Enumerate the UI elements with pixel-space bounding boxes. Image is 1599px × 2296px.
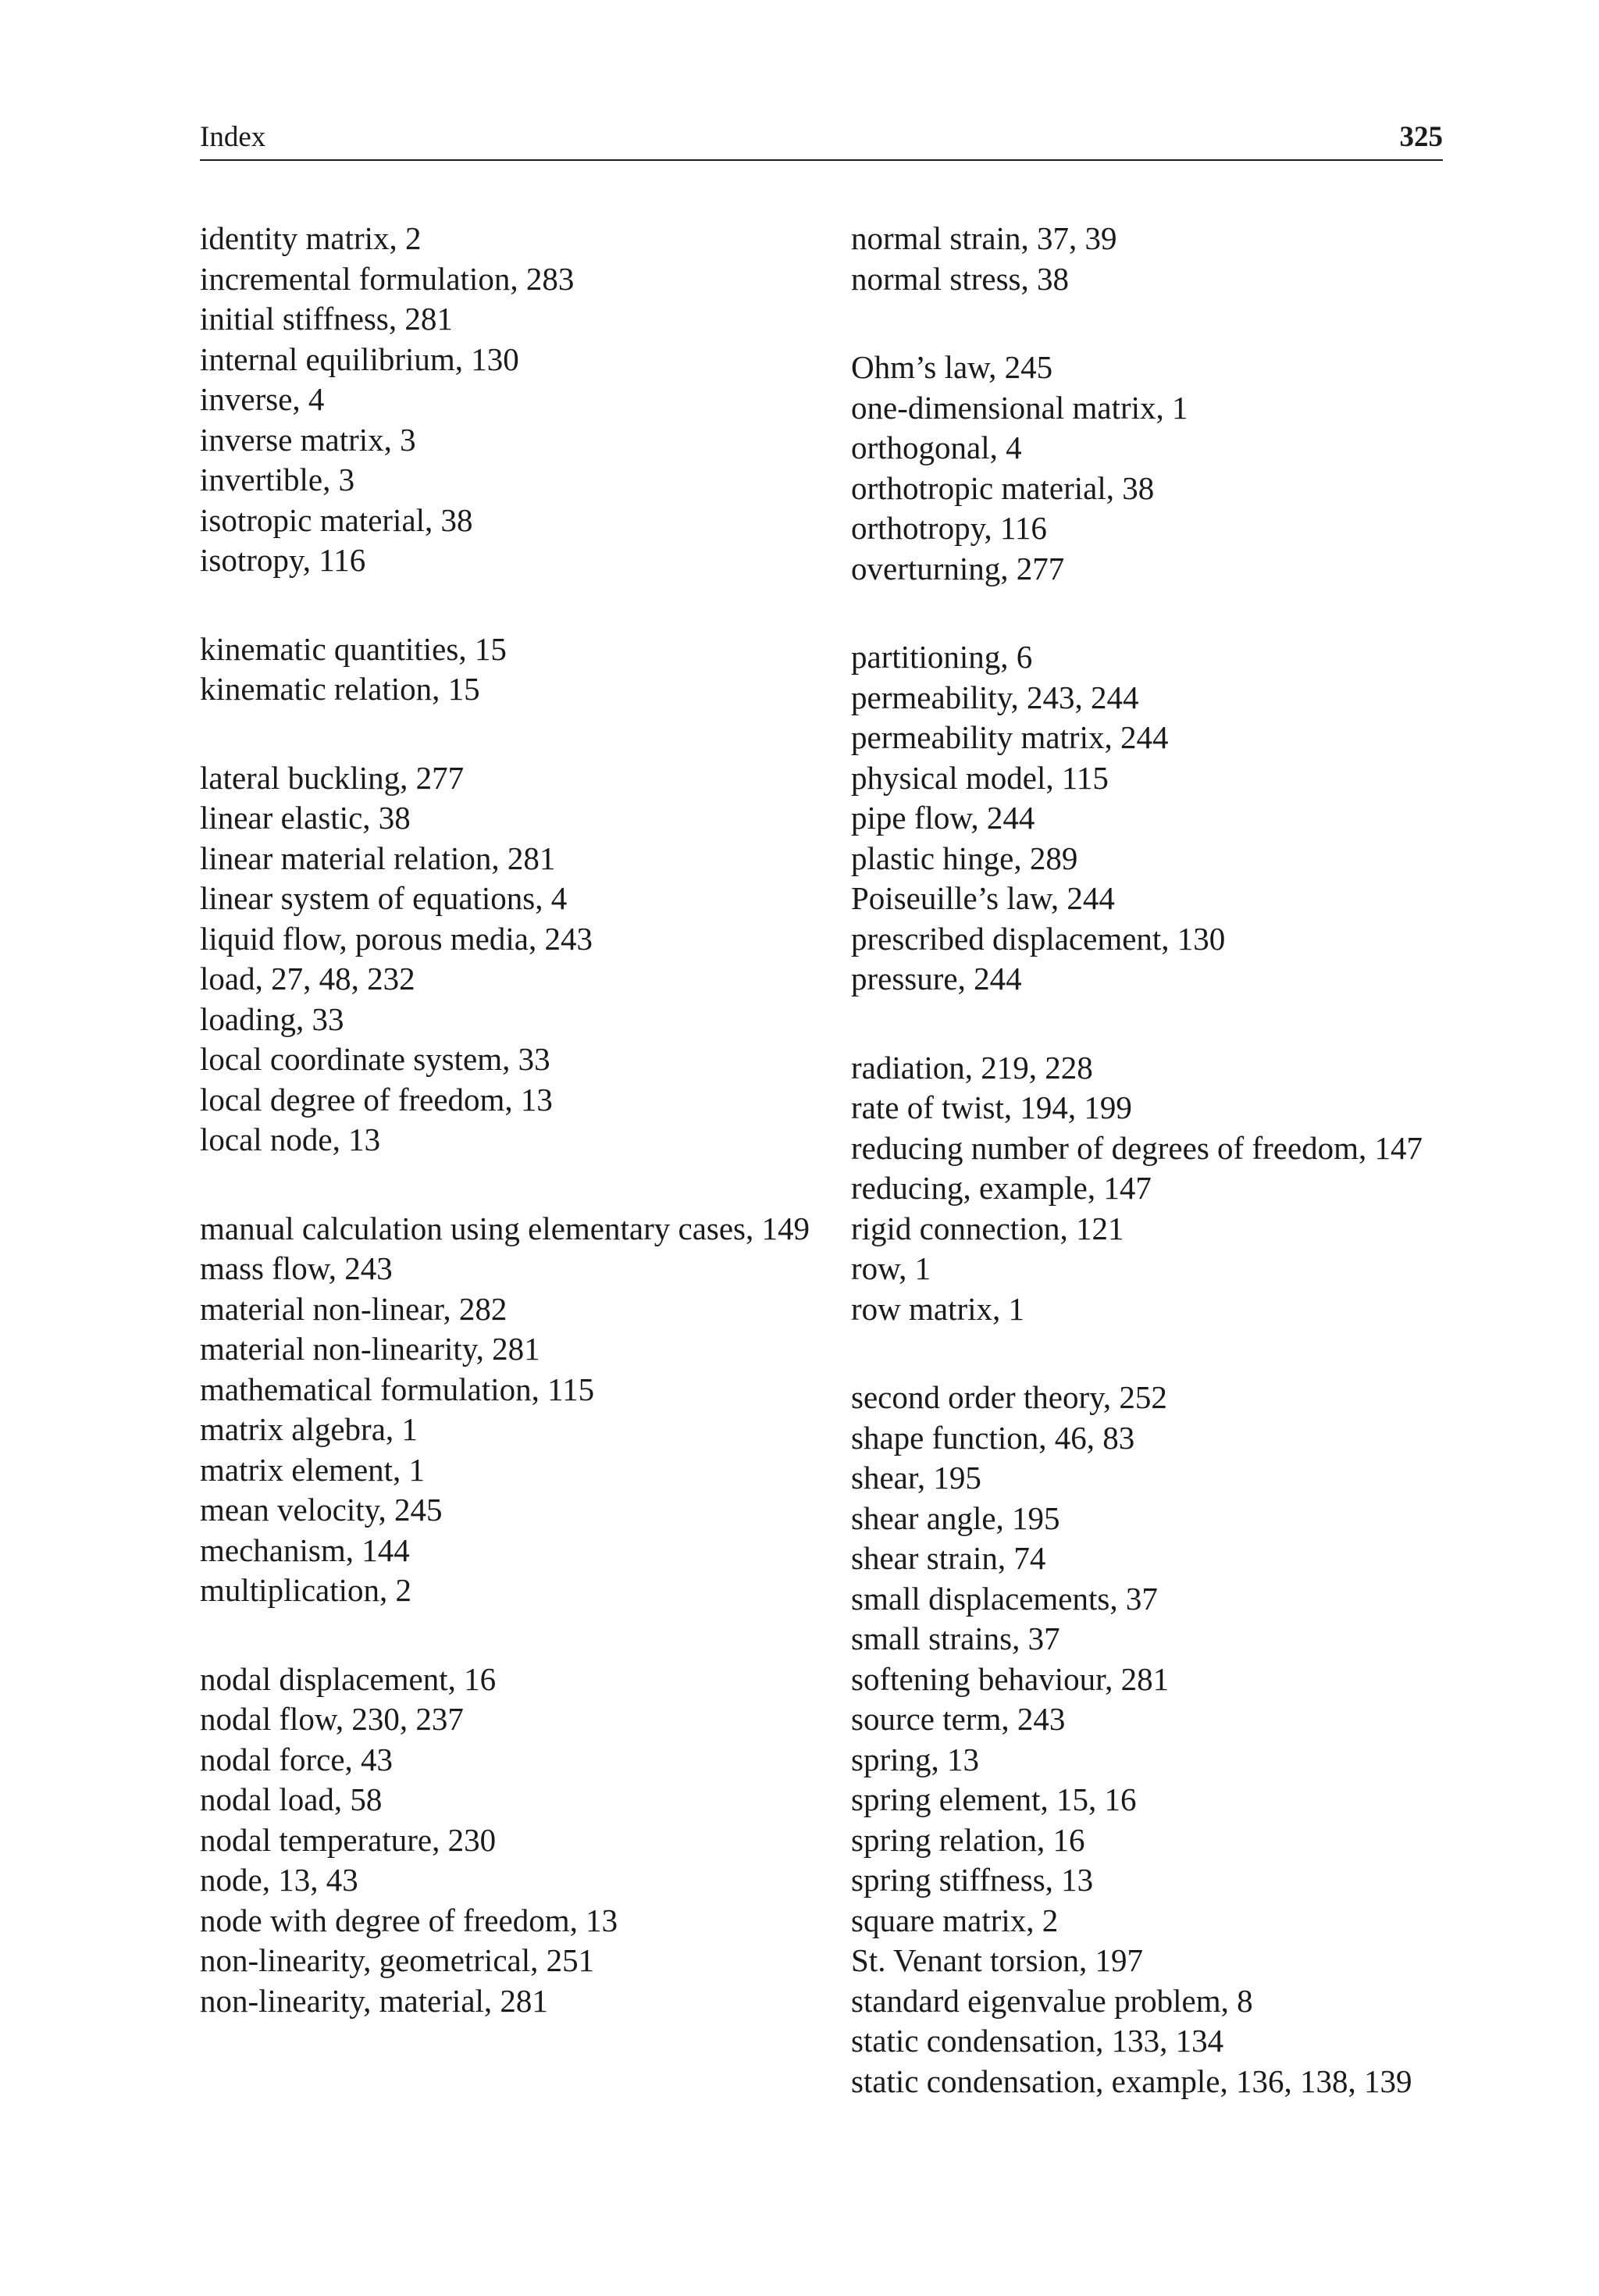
index-entry: mass flow, 243: [200, 1250, 393, 1286]
index-entry: non-linearity, material, 281: [200, 1982, 548, 2019]
index-letter-group: [200, 1209, 817, 1611]
index-entry: permeability, 243, 244: [851, 679, 1139, 715]
index-entry: matrix algebra, 1: [200, 1411, 418, 1447]
index-letter-group: [200, 1660, 817, 2022]
index-entry: partitioning, 6: [851, 639, 1033, 675]
index-entry: small strains, 37: [851, 1620, 1060, 1656]
index-letter-group: [200, 219, 817, 581]
index-entry: small displacements, 37: [851, 1580, 1158, 1617]
page-number: 325: [1399, 121, 1443, 153]
index-entry: standard eigenvalue problem, 8: [851, 1982, 1253, 2019]
index-entry: linear elastic, 38: [200, 800, 411, 836]
index-entry: static condensation, example, 136, 138, 139: [851, 2062, 1412, 2099]
index-entry: material non-linear, 282: [200, 1290, 507, 1327]
index-entry: local coordinate system, 33: [200, 1041, 550, 1077]
index-entry: prescribed displacement, 130: [851, 920, 1226, 957]
index-entry: linear material relation, 281: [200, 840, 556, 876]
index-entry: pipe flow, 244: [851, 800, 1035, 836]
index-entry: loading, 33: [200, 1000, 344, 1037]
index-entry: radiation, 219, 228: [851, 1049, 1093, 1086]
index-letter-group: [851, 219, 1443, 299]
index-entry: invertible, 3: [200, 462, 355, 497]
index-entry: pressure, 244: [851, 961, 1022, 996]
index-entry: nodal load, 58: [200, 1781, 383, 1817]
index-entry: Ohm’s law, 245: [851, 349, 1053, 385]
index-column-left: [200, 219, 817, 2070]
index-entry: softening behaviour, 281: [851, 1660, 1170, 1697]
index-entry: mathematical formulation, 115: [200, 1371, 595, 1407]
index-entry: mechanism, 144: [200, 1531, 410, 1568]
index-entry: matrix element, 1: [200, 1451, 426, 1488]
index-entry: nodal force, 43: [200, 1741, 394, 1777]
index-letter-group: [851, 348, 1443, 589]
index-entry: row matrix, 1: [851, 1290, 1025, 1327]
index-entry: one-dimensional matrix, 1: [851, 389, 1188, 426]
index-entry: kinematic relation, 15: [200, 671, 480, 707]
index-page: [200, 0, 1443, 2296]
index-entry: incremental formulation, 283: [200, 260, 575, 297]
index-entry: isotropic material, 38: [200, 501, 473, 538]
index-entry: orthogonal, 4: [851, 430, 1022, 465]
index-entry: plastic hinge, 289: [851, 840, 1078, 876]
index-column-right: [851, 219, 1443, 2150]
index-entry: square matrix, 2: [851, 1902, 1059, 1938]
index-letter-group: [200, 758, 817, 1160]
index-entry: load, 27, 48, 232: [200, 961, 415, 996]
index-entry: node, 13, 43: [200, 1862, 358, 1898]
index-entry: manual calculation using elementary cases, 149: [200, 1210, 810, 1246]
index-entry: spring relation, 16: [851, 1821, 1085, 1858]
index-entry: lateral buckling, 277: [200, 759, 465, 796]
index-entry: material non-linearity, 281: [200, 1331, 540, 1367]
index-letter-group: [851, 1378, 1443, 2102]
index-entry: mean velocity, 245: [200, 1492, 443, 1528]
index-entry: internal equilibrium, 130: [200, 340, 519, 377]
index-letter-group: [851, 637, 1443, 1000]
index-entry: Poiseuille’s law, 244: [851, 880, 1115, 916]
index-entry: nodal displacement, 16: [200, 1660, 497, 1697]
index-entry: isotropy, 116: [200, 542, 366, 578]
index-entry: nodal flow, 230, 237: [200, 1701, 464, 1737]
index-entry: inverse, 4: [200, 381, 325, 417]
index-entry: kinematic quantities, 15: [200, 630, 507, 667]
index-entry: St. Venant torsion, 197: [851, 1942, 1143, 1978]
index-entry: orthotropic material, 38: [851, 469, 1155, 506]
index-letter-group: [200, 629, 817, 710]
index-entry: inverse matrix, 3: [200, 421, 416, 458]
index-entry: orthotropy, 116: [851, 510, 1047, 546]
index-entry: spring element, 15, 16: [851, 1781, 1137, 1817]
index-entry: normal stress, 38: [851, 260, 1069, 297]
index-entry: second order theory, 252: [851, 1379, 1167, 1415]
index-entry: shear, 195: [851, 1460, 981, 1496]
index-entry: source term, 243: [851, 1701, 1066, 1737]
index-entry: permeability matrix, 244: [851, 719, 1169, 755]
index-entry: non-linearity, geometrical, 251: [200, 1942, 595, 1978]
index-entry: local node, 13: [200, 1121, 381, 1157]
index-entry: shear strain, 74: [851, 1540, 1046, 1576]
running-head-label: Index: [200, 121, 266, 153]
index-entry: shear angle, 195: [851, 1499, 1060, 1536]
running-head: [200, 117, 1443, 161]
index-entry: shape function, 46, 83: [851, 1419, 1135, 1456]
index-entry: row, 1: [851, 1250, 931, 1286]
index-letter-group: [851, 1048, 1443, 1330]
index-entry: liquid flow, porous media, 243: [200, 920, 593, 957]
index-entry: overturning, 277: [851, 550, 1065, 586]
index-entry: reducing number of degrees of freedom, 147: [851, 1129, 1423, 1166]
index-entry: reducing, example, 147: [851, 1170, 1152, 1206]
index-entry: rigid connection, 121: [851, 1210, 1124, 1246]
index-entry: linear system of equations, 4: [200, 880, 568, 916]
index-entry: spring, 13: [851, 1741, 979, 1777]
index-entry: initial stiffness, 281: [200, 301, 453, 337]
index-entry: static condensation, 133, 134: [851, 2023, 1224, 2059]
index-entry: rate of twist, 194, 199: [851, 1089, 1132, 1125]
index-entry: nodal temperature, 230: [200, 1821, 497, 1858]
index-entry: identity matrix, 2: [200, 220, 422, 256]
index-entry: normal strain, 37, 39: [851, 220, 1117, 256]
index-entry: node with degree of freedom, 13: [200, 1902, 618, 1938]
index-entry: physical model, 115: [851, 759, 1109, 796]
index-entry: multiplication, 2: [200, 1572, 412, 1608]
index-entry: local degree of freedom, 13: [200, 1081, 553, 1118]
index-entry: spring stiffness, 13: [851, 1862, 1094, 1898]
